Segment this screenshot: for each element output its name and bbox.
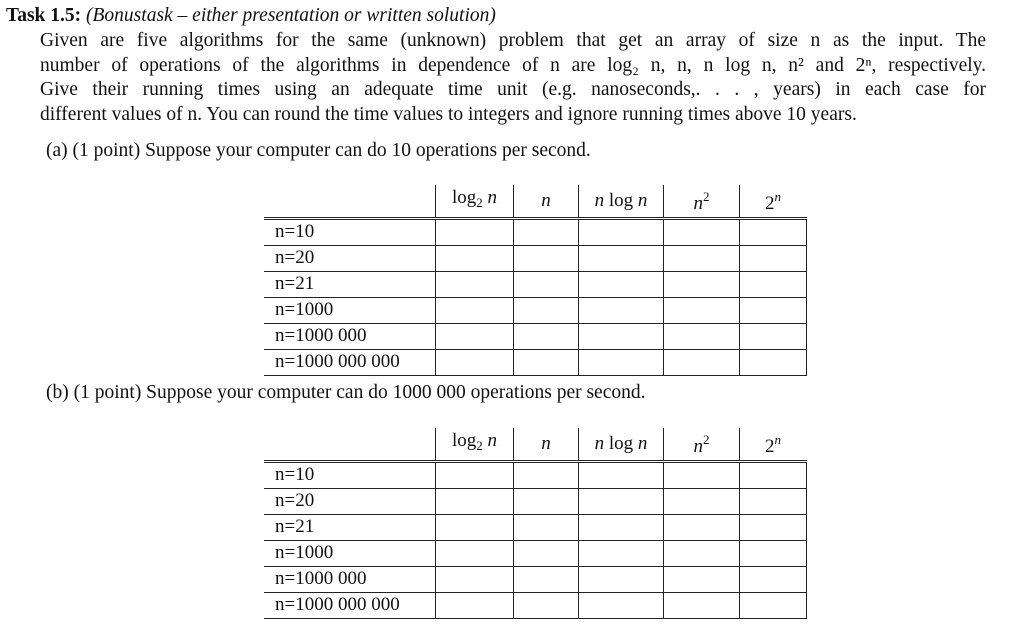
answer-cell[interactable] — [514, 566, 579, 592]
table-row — [264, 218, 806, 245]
row-label: n=1000 000 — [264, 323, 436, 349]
answer-cell[interactable] — [579, 218, 664, 245]
answer-cell[interactable] — [514, 323, 579, 349]
answer-cell[interactable] — [664, 461, 740, 488]
table-row — [264, 297, 806, 323]
table-row — [264, 461, 806, 488]
col-header-nlogn: n log n — [579, 428, 664, 461]
description-line: number of operations of the algorithms in dependence of n are log₂ n, n, n log n, n² and 2ⁿ, respectively. — [40, 54, 986, 76]
row-label: n=21 — [264, 514, 436, 540]
description-line: Given are five algorithms for the same (unknown) problem that get an array of size n as the input. The — [40, 30, 986, 51]
table-row — [264, 245, 806, 271]
answer-cell[interactable] — [514, 271, 579, 297]
task-heading — [6, 4, 496, 29]
answer-cell[interactable] — [436, 297, 514, 323]
row-label: n=20 — [264, 488, 436, 514]
answer-cell[interactable] — [579, 592, 664, 618]
answer-cell[interactable] — [664, 218, 740, 245]
answer-cell[interactable] — [436, 592, 514, 618]
answer-cell[interactable] — [436, 566, 514, 592]
answer-cell[interactable] — [436, 540, 514, 566]
answer-cell[interactable] — [579, 566, 664, 592]
answer-cell[interactable] — [664, 349, 740, 375]
answer-cell[interactable] — [740, 540, 807, 566]
table-row — [264, 323, 806, 349]
answer-cell[interactable] — [664, 245, 740, 271]
row-label: n=21 — [264, 271, 436, 297]
col-header-2-pow-n: 2$^n$ — [740, 428, 807, 461]
answer-cell[interactable] — [514, 592, 579, 618]
row-label: n=10 — [264, 461, 436, 488]
row-label: n=1000 000 000 — [264, 349, 436, 375]
answer-cell[interactable] — [579, 349, 664, 375]
answer-cell[interactable] — [514, 540, 579, 566]
answer-cell[interactable] — [579, 297, 664, 323]
answer-cell[interactable] — [664, 566, 740, 592]
table-header-row — [264, 428, 806, 461]
answer-cell[interactable] — [664, 592, 740, 618]
table-row — [264, 488, 806, 514]
answer-cell[interactable] — [740, 488, 807, 514]
description-line: Give their running times using an adequate time unit (e.g. nanoseconds,. . . , years) in each case for — [40, 79, 986, 100]
answer-cell[interactable] — [514, 297, 579, 323]
row-label: n=1000 000 — [264, 566, 436, 592]
answer-cell[interactable] — [664, 540, 740, 566]
table-row — [264, 271, 806, 297]
table-corner — [264, 428, 436, 461]
table-row — [264, 592, 806, 618]
answer-cell[interactable] — [436, 245, 514, 271]
answer-cell[interactable] — [579, 488, 664, 514]
row-label: n=1000 — [264, 540, 436, 566]
part-b-statement: (b) (1 point) Suppose your computer can do 1000 000 operations per second. — [46, 382, 646, 403]
answer-cell[interactable] — [436, 271, 514, 297]
col-header-n-squared: $n^2$ — [664, 428, 740, 461]
answer-cell[interactable] — [514, 218, 579, 245]
answer-cell[interactable] — [740, 271, 807, 297]
answer-cell[interactable] — [514, 488, 579, 514]
table-part-b — [264, 428, 807, 619]
table-corner — [264, 185, 436, 218]
answer-cell[interactable] — [740, 566, 807, 592]
answer-cell[interactable] — [579, 323, 664, 349]
table-row — [264, 514, 806, 540]
task-label: Task 1.5: — [6, 5, 82, 26]
col-header-2-pow-n: 2$^n$ — [740, 185, 807, 218]
answer-cell[interactable] — [740, 323, 807, 349]
description-line: different values of n. You can round the time values to integers and ignore running times above 10 years. — [40, 103, 857, 125]
answer-cell[interactable] — [436, 349, 514, 375]
answer-cell[interactable] — [514, 461, 579, 488]
row-label: n=10 — [264, 218, 436, 245]
answer-cell[interactable] — [514, 514, 579, 540]
col-header-n: n — [514, 428, 579, 461]
row-label: n=20 — [264, 245, 436, 271]
answer-cell[interactable] — [514, 245, 579, 271]
answer-cell[interactable] — [664, 488, 740, 514]
col-header-log2n: $\log_2 n$ — [436, 428, 514, 461]
answer-cell[interactable] — [740, 297, 807, 323]
answer-cell[interactable] — [740, 514, 807, 540]
table-header-row — [264, 185, 806, 218]
col-header-log2n: $\log_2 n$ — [436, 185, 514, 218]
col-header-n-squared: $n^2$ — [664, 185, 740, 218]
table-row — [264, 349, 806, 375]
answer-cell[interactable] — [740, 218, 807, 245]
answer-cell[interactable] — [436, 218, 514, 245]
answer-cell[interactable] — [664, 514, 740, 540]
table-row — [264, 566, 806, 592]
answer-cell[interactable] — [436, 488, 514, 514]
answer-cell[interactable] — [579, 514, 664, 540]
answer-cell[interactable] — [579, 540, 664, 566]
answer-cell[interactable] — [664, 297, 740, 323]
task-description — [40, 29, 986, 127]
row-label: n=1000 000 000 — [264, 592, 436, 618]
col-header-nlogn: n log n — [579, 185, 664, 218]
answer-cell[interactable] — [579, 271, 664, 297]
answer-cell[interactable] — [514, 349, 579, 375]
answer-cell[interactable] — [436, 514, 514, 540]
answer-cell[interactable] — [740, 349, 807, 375]
row-label: n=1000 — [264, 297, 436, 323]
answer-cell[interactable] — [740, 592, 807, 618]
answer-cell[interactable] — [740, 461, 807, 488]
table-part-a — [264, 185, 807, 376]
col-header-n: n — [514, 185, 579, 218]
answer-cell[interactable] — [579, 461, 664, 488]
answer-cell[interactable] — [664, 271, 740, 297]
table-row — [264, 540, 806, 566]
answer-cell[interactable] — [740, 245, 807, 271]
part-a-statement: (a) (1 point) Suppose your computer can do 10 operations per second. — [46, 140, 591, 161]
answer-cell[interactable] — [436, 323, 514, 349]
task-subtitle: (Bonustask – either presentation or written solution) — [86, 5, 496, 26]
answer-cell[interactable] — [664, 323, 740, 349]
answer-cell[interactable] — [579, 245, 664, 271]
answer-cell[interactable] — [436, 461, 514, 488]
